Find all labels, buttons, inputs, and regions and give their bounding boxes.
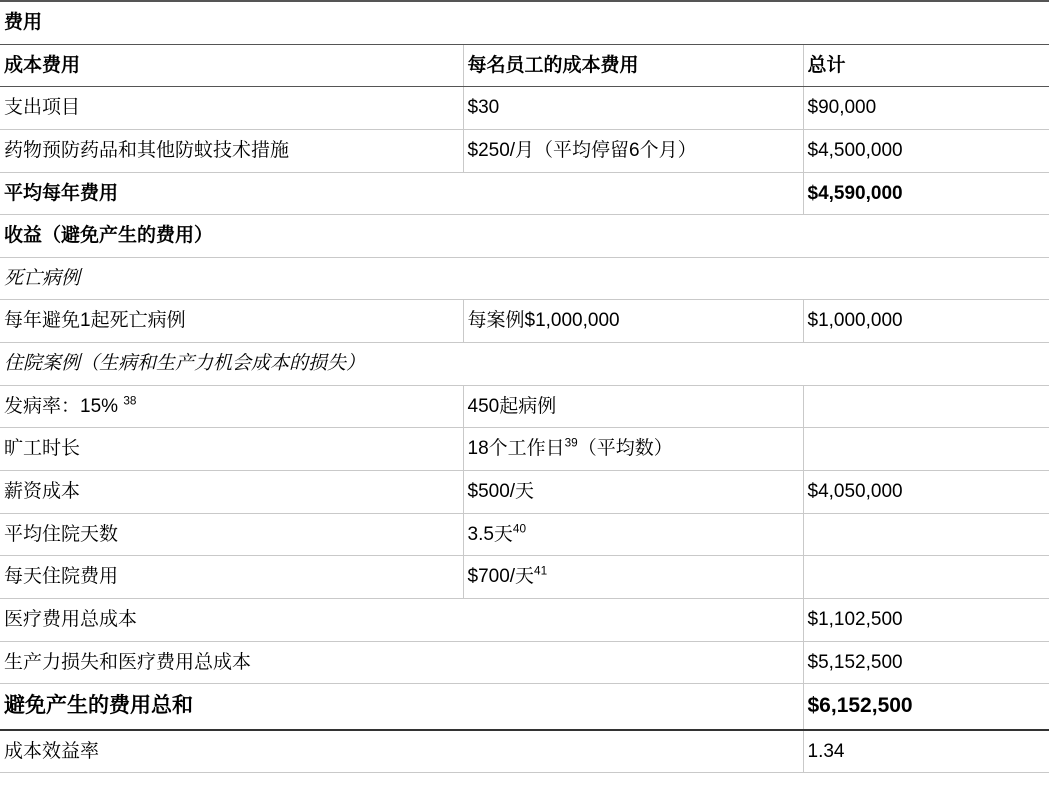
row-total: 1.34 <box>803 730 1049 773</box>
row-per-employee: 450起病例 <box>463 385 803 428</box>
row-per-employee <box>463 730 803 773</box>
row-total: $1,102,500 <box>803 598 1049 641</box>
column-header-total: 总计 <box>803 44 1049 87</box>
footnote-marker: 41 <box>534 565 548 578</box>
row-total <box>803 428 1049 471</box>
table-row <box>0 129 1049 172</box>
row-label <box>0 385 463 428</box>
table-row <box>0 385 1049 428</box>
row-per-employee: $500/天 <box>463 471 803 514</box>
table-row <box>0 300 1049 343</box>
row-per-employee-text: 18个工作日 <box>467 438 565 460</box>
table-row <box>0 598 1049 641</box>
row-label: 避免产生的费用总和 <box>0 684 463 730</box>
section-header-row <box>0 1 1049 44</box>
table-row <box>0 87 1049 130</box>
row-total <box>803 385 1049 428</box>
row-label: 每年避免1起死亡病例 <box>0 300 463 343</box>
row-per-employee-text: 3.5天 <box>467 523 513 545</box>
row-total: $4,050,000 <box>803 471 1049 514</box>
row-label: 平均每年费用 <box>0 172 463 215</box>
footnote-marker: 39 <box>564 437 578 451</box>
row-total <box>803 556 1049 599</box>
subsection-title-hospitalization: 住院案例（生病和生产力机会成本的损失） <box>0 343 1049 386</box>
row-label: 医疗费用总成本 <box>0 598 463 641</box>
footnote-marker: 40 <box>512 522 527 536</box>
row-label-text: 发病率：15% <box>4 395 119 417</box>
row-label: 支出项目 <box>0 87 463 130</box>
table-row <box>0 556 1049 599</box>
section-title-expenses: 费用 <box>0 1 1049 44</box>
row-per-employee <box>463 598 803 641</box>
row-total: $4,500,000 <box>803 129 1049 172</box>
row-per-employee <box>463 428 803 471</box>
row-total <box>803 513 1049 556</box>
row-per-employee-tail: （平均数） <box>577 438 673 460</box>
row-per-employee <box>463 684 803 730</box>
row-total: $5,152,500 <box>803 641 1049 684</box>
row-total: $1,000,000 <box>803 300 1049 343</box>
row-per-employee <box>463 641 803 684</box>
row-label: 每天住院费用 <box>0 556 463 599</box>
row-label: 生产力损失和医疗费用总成本 <box>0 641 463 684</box>
table-row <box>0 730 1049 773</box>
row-per-employee <box>463 513 803 556</box>
row-label: 旷工时长 <box>0 428 463 471</box>
subsection-title-deaths: 死亡病例 <box>0 257 1049 300</box>
table-header-row <box>0 44 1049 87</box>
row-per-employee: $30 <box>463 87 803 130</box>
column-header-per-employee: 每名员工的成本费用 <box>463 44 803 87</box>
row-per-employee <box>463 172 803 215</box>
table-row-total <box>0 684 1049 730</box>
row-total: $4,590,000 <box>803 172 1049 215</box>
table-row <box>0 513 1049 556</box>
table-row <box>0 471 1049 514</box>
row-per-employee-text: $700/天 <box>467 566 535 588</box>
row-label: 药物预防药品和其他防蚊技术措施 <box>0 129 463 172</box>
section-title-benefits: 收益（避免产生的费用） <box>0 215 1049 258</box>
row-per-employee <box>463 556 803 599</box>
row-per-employee: 每案例$1,000,000 <box>463 300 803 343</box>
row-label: 薪资成本 <box>0 471 463 514</box>
table-row <box>0 641 1049 684</box>
row-total: $6,152,500 <box>803 684 1049 730</box>
footnote-marker: 38 <box>123 394 137 408</box>
subsection-header-row <box>0 343 1049 386</box>
table-row <box>0 172 1049 215</box>
section-header-row <box>0 215 1049 258</box>
table-row <box>0 428 1049 471</box>
row-total: $90,000 <box>803 87 1049 130</box>
subsection-header-row <box>0 257 1049 300</box>
column-header-cost-item: 成本费用 <box>0 44 463 87</box>
row-label: 平均住院天数 <box>0 513 463 556</box>
row-per-employee: $250/月（平均停留6个月） <box>463 129 803 172</box>
row-label: 成本效益率 <box>0 730 463 773</box>
